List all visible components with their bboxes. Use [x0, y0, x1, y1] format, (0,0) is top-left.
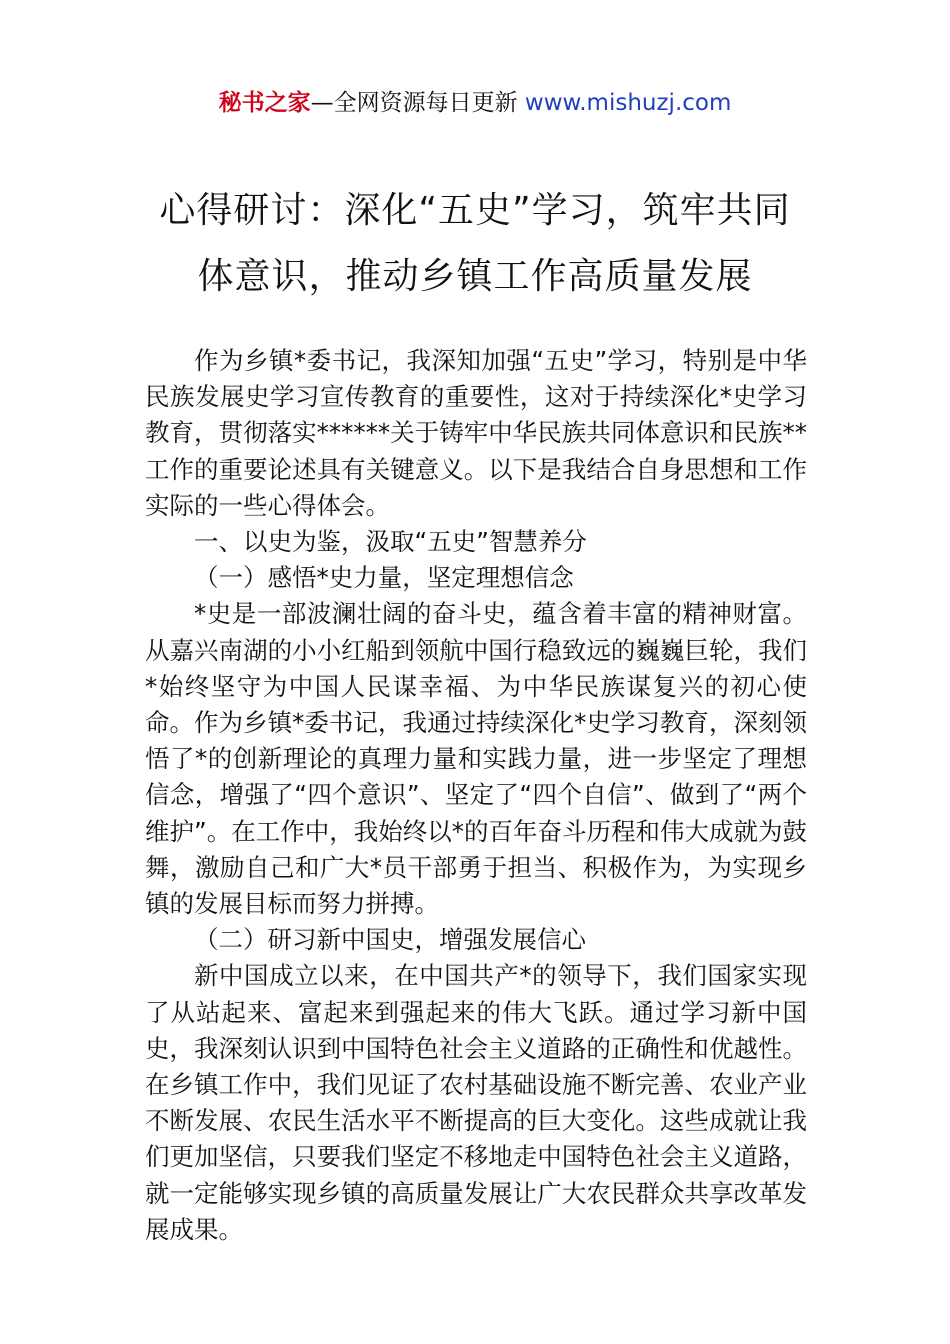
section-heading-1: 一、以史为鉴，汲取“五史”智慧养分 [194, 527, 587, 557]
site-url[interactable]: www.mishuzj.com [524, 90, 732, 116]
subsection-heading-1: （一）感悟*史力量，坚定理想信念 [194, 563, 574, 593]
header-tagline: —全网资源每日更新 [310, 90, 525, 116]
document-title [0, 178, 950, 310]
paragraph-intro: 作为乡镇*委书记，我深知加强“五史”学习，特别是中华民族发展史学习宣传教育的重要性，这对于持续深化*史学习教育，贯彻落实******关于铸牢中华民族共同体意识和民族**工作的重要论述具有关键意义。以下是我结合自身思想和工作实际的一些心得体会。 [145, 346, 807, 520]
paragraph-new-china-history: 新中国成立以来，在中国共产*的领导下，我们国家实现了从站起来、富起来到强起来的伟大飞跃。通过学习新中国史，我深刻认识到中国特色社会主义道路的正确性和优越性。在乡镇工作中，我们见证了农村基础设施不断完善、农业产业不断发展、农民生活水平不断提高的巨大变化。这些成就让我们更加坚信，只要我们坚定不移地走中国特色社会主义道路，就一定能够实现乡镇的高质量发展让广大农民群众共享改革发展成果。 [145, 961, 807, 1244]
document-body [145, 343, 807, 1248]
title-line-1: 心得研讨：深化“五史”学习，筑牢共同 [159, 190, 791, 231]
site-header [0, 86, 950, 120]
subsection-heading-2: （二）研习新中国史，增强发展信心 [194, 925, 586, 955]
brand-name: 秘书之家 [218, 90, 311, 116]
title-line-2: 体意识，推动乡镇工作高质量发展 [197, 256, 753, 297]
paragraph-party-history: *史是一部波澜壮阔的奋斗史，蕴含着丰富的精神财富。从嘉兴南湖的小小红船到领航中国行稳致远的巍巍巨轮，我们*始终坚守为中国人民谋幸福、为中华民族谋复兴的初心使命。作为乡镇*委书记，我通过持续深化*史学习教育，深刻领悟了*的创新理论的真理力量和实践力量，进一步坚定了理想信念，增强了“四个意识”、坚定了“四个自信”、做到了“两个维护”。在工作中，我始终以*的百年奋斗历程和伟大成就为鼓舞，激励自己和广大*员干部勇于担当、积极作为，为实现乡镇的发展目标而努力拼搏。 [145, 599, 807, 919]
